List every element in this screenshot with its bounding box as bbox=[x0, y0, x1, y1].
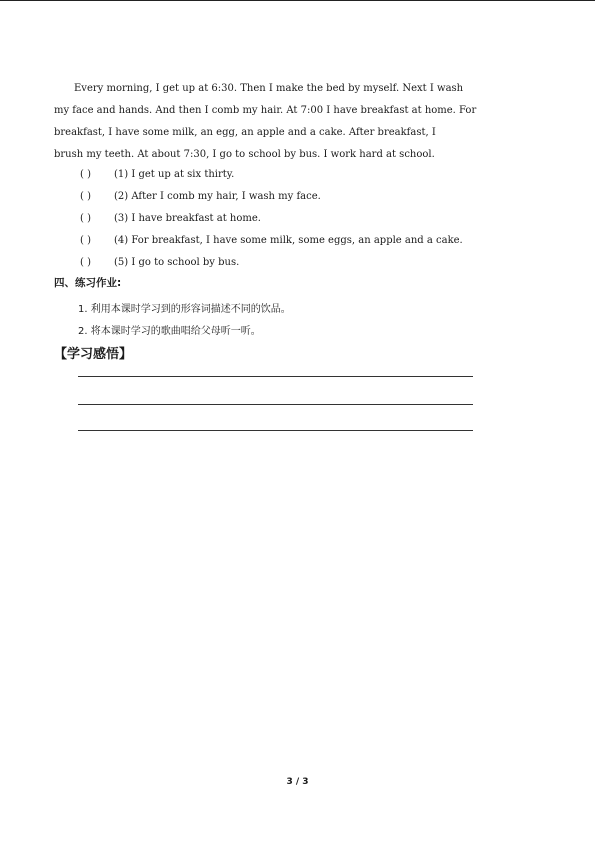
answer-blank[interactable]: ( ) bbox=[80, 235, 91, 246]
answer-blank[interactable]: ( ) bbox=[80, 257, 91, 268]
question-item bbox=[80, 164, 463, 186]
question-item bbox=[80, 230, 463, 252]
true-false-questions bbox=[80, 164, 463, 274]
question-item bbox=[80, 186, 463, 208]
writing-line[interactable] bbox=[78, 376, 473, 377]
passage-line: brush my teeth. At about 7:30, I go to school by bus. I work hard at school. bbox=[54, 149, 435, 160]
writing-line[interactable] bbox=[78, 430, 473, 431]
question-text: (4) For breakfast, I have some milk, some eggs, an apple and a cake. bbox=[114, 235, 463, 246]
homework-item: 2. 将本课时学习的歌曲唱给父母听一听。 bbox=[78, 326, 261, 337]
reflection-heading: 【学习感悟】 bbox=[54, 347, 133, 362]
question-text: (1) I get up at six thirty. bbox=[114, 169, 235, 180]
header-rule bbox=[0, 0, 595, 1]
answer-blank[interactable]: ( ) bbox=[80, 213, 91, 224]
question-text: (5) I go to school by bus. bbox=[114, 257, 240, 268]
question-item bbox=[80, 208, 463, 230]
writing-line[interactable] bbox=[78, 404, 473, 405]
question-text: (2) After I comb my hair, I wash my face. bbox=[114, 191, 321, 202]
passage-line: Every morning, I get up at 6:30. Then I make the bed by myself. Next I wash bbox=[74, 83, 464, 94]
reading-passage bbox=[54, 78, 544, 166]
question-item bbox=[80, 252, 463, 274]
homework-heading: 四、练习作业: bbox=[54, 277, 122, 289]
homework-item: 1. 利用本课时学习到的形容词描述不同的饮品。 bbox=[78, 304, 291, 315]
passage-line: my face and hands. And then I comb my hair. At 7:00 I have breakfast at home. For bbox=[54, 105, 477, 116]
question-text: (3) I have breakfast at home. bbox=[114, 213, 261, 224]
page-number: 3 / 3 bbox=[286, 777, 309, 787]
passage-line: breakfast, I have some milk, an egg, an apple and a cake. After breakfast, I bbox=[54, 127, 436, 138]
answer-blank[interactable]: ( ) bbox=[80, 191, 91, 202]
answer-blank[interactable]: ( ) bbox=[80, 169, 91, 180]
